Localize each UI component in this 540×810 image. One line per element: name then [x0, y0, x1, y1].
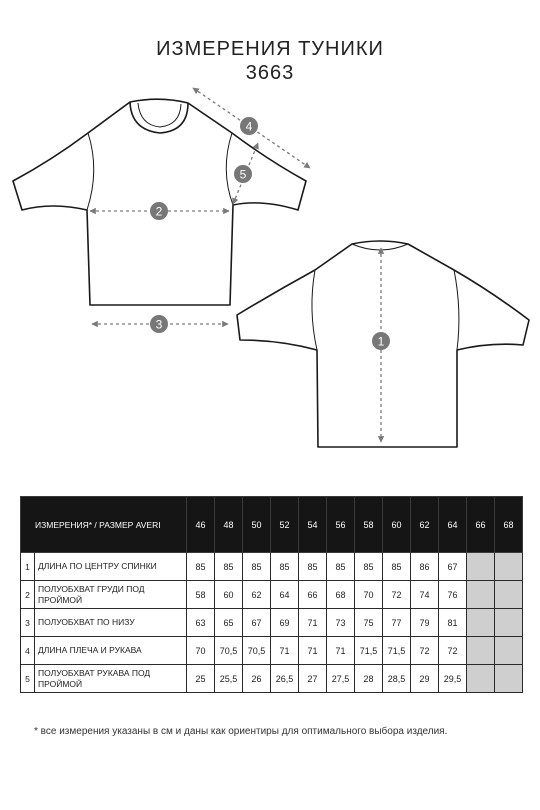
row-name: ДЛИНА ПО ЦЕНТРУ СПИНКИ [35, 553, 187, 581]
table-row [21, 553, 523, 581]
table-cell-empty [495, 581, 523, 609]
table-cell: 29,5 [439, 665, 467, 693]
row-number: 1 [21, 553, 35, 581]
table-cell: 85 [215, 553, 243, 581]
row-number: 4 [21, 637, 35, 665]
table-cell: 58 [187, 581, 215, 609]
table-cell: 85 [299, 553, 327, 581]
table-cell: 71,5 [355, 637, 383, 665]
row-name: ДЛИНА ПЛЕЧА И РУКАВА [35, 637, 187, 665]
table-row [21, 637, 523, 665]
table-cell-empty [467, 581, 495, 609]
table-cell: 71 [271, 637, 299, 665]
size-header: 54 [299, 497, 327, 553]
size-header: 64 [439, 497, 467, 553]
size-header: 62 [411, 497, 439, 553]
marker-1 [372, 332, 390, 350]
table-cell: 85 [271, 553, 299, 581]
table-cell: 85 [327, 553, 355, 581]
marker-5 [234, 165, 252, 183]
model-number: 3663 [245, 62, 295, 84]
table-cell: 65 [215, 609, 243, 637]
table-cell: 73 [327, 609, 355, 637]
row-name: ПОЛУОБХВАТ РУКАВА ПОД ПРОЙМОЙ [35, 665, 187, 693]
table-cell-empty [467, 665, 495, 693]
back-neckline [352, 244, 408, 250]
table-cell: 72 [439, 637, 467, 665]
table-cell-empty [495, 665, 523, 693]
table-cell: 67 [243, 609, 271, 637]
row-number: 3 [21, 609, 35, 637]
table-cell: 70,5 [215, 637, 243, 665]
table-cell: 85 [355, 553, 383, 581]
size-header: 52 [271, 497, 299, 553]
marker-2 [150, 202, 168, 220]
svg-text:1: 1 [377, 334, 385, 349]
size-table [20, 496, 523, 693]
table-cell: 76 [439, 581, 467, 609]
table-cell-empty [467, 553, 495, 581]
table-cell: 71 [299, 609, 327, 637]
table-cell: 62 [243, 581, 271, 609]
size-header: 58 [355, 497, 383, 553]
table-cell: 85 [383, 553, 411, 581]
table-cell: 81 [439, 609, 467, 637]
table-row [21, 665, 523, 693]
table-cell: 85 [243, 553, 271, 581]
svg-text:5: 5 [239, 167, 247, 182]
table-header-row [21, 497, 523, 553]
table-cell: 63 [187, 609, 215, 637]
table-cell: 66 [299, 581, 327, 609]
table-cell: 72 [383, 581, 411, 609]
table-cell: 26,5 [271, 665, 299, 693]
back-armhole-left [312, 270, 317, 350]
row-number: 5 [21, 665, 35, 693]
marker-4 [240, 117, 258, 135]
back-armhole-right [454, 270, 459, 350]
table-cell: 71 [327, 637, 355, 665]
table-cell: 28 [355, 665, 383, 693]
table-cell: 71,5 [383, 637, 411, 665]
table-cell: 86 [411, 553, 439, 581]
table-row [21, 581, 523, 609]
svg-text:3: 3 [155, 317, 163, 332]
row-name: ПОЛУОБХВАТ ГРУДИ ПОД ПРОЙМОЙ [35, 581, 187, 609]
row-number: 2 [21, 581, 35, 609]
table-cell: 85 [187, 553, 215, 581]
size-header: 46 [187, 497, 215, 553]
table-cell: 28,5 [383, 665, 411, 693]
front-armhole-left [87, 133, 94, 210]
table-cell: 26 [243, 665, 271, 693]
header-label: ИЗМЕРЕНИЯ* / РАЗМЕР AVERI [21, 497, 187, 553]
svg-text:4: 4 [245, 119, 253, 134]
size-header: 66 [467, 497, 495, 553]
table-cell-empty [467, 637, 495, 665]
table-cell: 68 [327, 581, 355, 609]
svg-text:2: 2 [155, 204, 163, 219]
table-cell: 72 [411, 637, 439, 665]
table-cell-empty [495, 637, 523, 665]
table-cell: 70,5 [243, 637, 271, 665]
table-cell: 79 [411, 609, 439, 637]
table-cell: 77 [383, 609, 411, 637]
table-cell: 29 [411, 665, 439, 693]
table-cell: 25 [187, 665, 215, 693]
marker-3 [150, 315, 168, 333]
size-header: 68 [495, 497, 523, 553]
table-cell: 27,5 [327, 665, 355, 693]
table-cell: 69 [271, 609, 299, 637]
table-cell: 27 [299, 665, 327, 693]
table-cell: 71 [299, 637, 327, 665]
footnote: * все измерения указаны в см и даны как ориентиры для оптимального выбора изделия. [34, 726, 448, 737]
table-cell: 75 [355, 609, 383, 637]
table-cell: 70 [187, 637, 215, 665]
table-cell: 70 [355, 581, 383, 609]
table-cell-empty [467, 609, 495, 637]
table-cell-empty [495, 553, 523, 581]
table-cell: 67 [439, 553, 467, 581]
size-header: 60 [383, 497, 411, 553]
table-cell: 64 [271, 581, 299, 609]
page-title: ИЗМЕРЕНИЯ ТУНИКИ [156, 38, 384, 60]
table-cell: 25,5 [215, 665, 243, 693]
table-row [21, 609, 523, 637]
row-name: ПОЛУОБХВАТ ПО НИЗУ [35, 609, 187, 637]
table-cell-empty [495, 609, 523, 637]
size-header: 48 [215, 497, 243, 553]
front-armhole-right [226, 133, 233, 205]
size-header: 50 [243, 497, 271, 553]
table-cell: 60 [215, 581, 243, 609]
size-header: 56 [327, 497, 355, 553]
table-cell: 74 [411, 581, 439, 609]
